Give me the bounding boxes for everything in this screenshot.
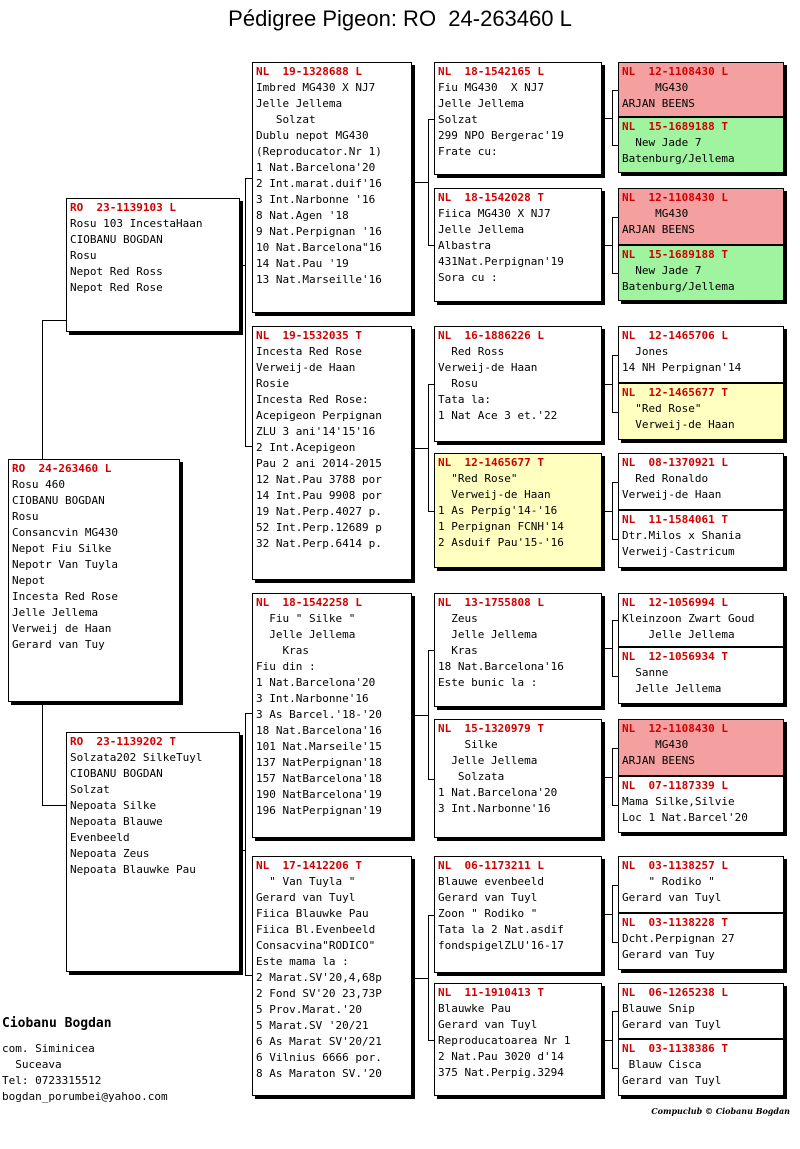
pigeon-info-line: MG430: [622, 207, 689, 220]
ring-number: NL 15-1689188 T: [622, 248, 728, 261]
ring-number: NL 12-1108430 L: [622, 65, 728, 78]
page-title: Pédigree Pigeon: RO 24-263460 L: [228, 6, 572, 31]
ring-number: RO 23-1139202 T: [70, 735, 176, 748]
pigeon-info-line: 32 Nat.Perp.6414 p.: [256, 537, 382, 550]
pigeon-info-line: 137 NatPerpignan'18: [256, 756, 382, 769]
pigeon-info-line: Nepot Red Ross: [70, 265, 163, 278]
pigeon-info-line: Verweij-de Haan: [622, 488, 722, 501]
connector-line: [602, 777, 612, 778]
ring-number: NL 17-1412206 T: [256, 859, 362, 872]
pigeon-info-line: Pau 2 ani 2014-2015: [256, 457, 382, 470]
great-grandparent-card: [434, 719, 602, 838]
pigeon-info-line: Rosu 103 IncestaHaan: [70, 217, 203, 230]
pigeon-info-line: Tata la:: [438, 393, 491, 406]
pigeon-info-line: Incesta Red Rose: [256, 345, 362, 358]
pigeon-info-line: 12 Nat.Pau 3788 por: [256, 473, 382, 486]
pigeon-info-line: Fiica Blauwke Pau: [256, 907, 369, 920]
pigeon-info-line: (Reproducator.Nr 1): [256, 145, 382, 158]
pigeon-info-line: Dublu nepot MG430: [256, 129, 369, 142]
pigeon-info-line: Reproducatoarea Nr 1: [438, 1034, 571, 1047]
dam-card: [66, 732, 240, 972]
pigeon-info-line: Jelle Jellema: [256, 97, 343, 110]
connector-line: [240, 265, 245, 266]
ancestor-card: [618, 383, 784, 440]
pigeon-info-line: 2 Marat.SV'20,4,68p: [256, 971, 382, 984]
pigeon-info-line: 196 NatPerpignan'19: [256, 804, 382, 817]
ancestor-card: [618, 1039, 784, 1096]
pigeon-info-line: New Jade 7: [622, 136, 702, 149]
grandparent-card: [252, 62, 412, 313]
pigeon-info-line: 14 NH Perpignan'14: [622, 361, 742, 374]
pigeon-info-line: Kleinzoon Zwart Goud: [622, 612, 755, 625]
connector-line: [245, 975, 252, 976]
connector-line: [612, 90, 613, 145]
pigeon-info-line: 375 Nat.Perpig.3294: [438, 1066, 564, 1079]
pigeon-info-line: 3 Int.Narbonne'16: [256, 692, 369, 705]
pigeon-info-line: 3 As Barcel.'18-'20: [256, 708, 382, 721]
pigeon-info-line: Zoon " Rodiko ": [438, 907, 538, 920]
pigeon-info-line: " Rodiko ": [622, 875, 715, 888]
pigeon-info-line: Solzat: [256, 113, 316, 126]
pigeon-info-line: Batenburg/Jellema: [622, 152, 735, 165]
owner-phone: Tel: 0723315512: [2, 1074, 102, 1087]
pigeon-info-line: Sanne: [622, 666, 669, 679]
ring-number: NL 19-1532035 T: [256, 329, 362, 342]
pigeon-info-line: CIOBANU BOGDAN: [12, 494, 105, 507]
ring-number: NL 03-1138386 T: [622, 1042, 728, 1055]
pigeon-info-line: Nepot Red Rose: [70, 281, 163, 294]
ring-number: NL 18-1542165 L: [438, 65, 544, 78]
ring-number: NL 12-1465677 T: [622, 386, 728, 399]
connector-line: [612, 355, 613, 412]
pigeon-info-line: 10 Nat.Barcelona"16: [256, 241, 382, 254]
pigeon-info-line: 1 Nat Ace 3 et.'22: [438, 409, 558, 422]
pigeon-info-line: Dtr.Milos x Shania: [622, 529, 742, 542]
pigeon-info-line: Loc 1 Nat.Barcel'20: [622, 811, 748, 824]
pigeon-info-line: Blauw Cisca: [622, 1058, 702, 1071]
pigeon-info-line: Verweij-de Haan: [256, 361, 356, 374]
great-grandparent-card: [434, 62, 602, 175]
pigeon-info-line: Fiu din :: [256, 660, 316, 673]
pigeon-info-line: Este mama la :: [256, 955, 349, 968]
pigeon-info-line: Consacvina"RODICO": [256, 939, 376, 952]
pigeon-info-line: CIOBANU BOGDAN: [70, 767, 163, 780]
owner-name: Ciobanu Bogdan: [2, 1016, 112, 1031]
pigeon-info-line: 5 Marat.SV '20/21: [256, 1019, 369, 1032]
great-grandparent-card: [434, 326, 602, 442]
grandparent-card: [252, 856, 412, 1096]
ancestor-card: [618, 593, 784, 647]
pigeon-info-line: 14 Nat.Pau '19: [256, 257, 349, 270]
pigeon-info-line: 1 As Perpig'14-'16: [438, 504, 558, 517]
pigeon-info-line: 2 Fond SV'20 23,73P: [256, 987, 382, 1000]
pigeon-info-line: Verweij-de Haan: [438, 361, 538, 374]
pigeon-info-line: 431Nat.Perpignan'19: [438, 255, 564, 268]
connector-line: [42, 320, 66, 321]
pigeon-info-line: Jelle Jellema: [438, 754, 538, 767]
connector-line: [602, 648, 612, 649]
pigeon-info-line: 2 Nat.Pau 3020 d'14: [438, 1050, 564, 1063]
pigeon-info-line: Tata la 2 Nat.asdif: [438, 923, 564, 936]
owner-address-line: Suceava: [2, 1058, 62, 1071]
pigeon-info-line: Dcht.Perpignan 27: [622, 932, 735, 945]
pigeon-info-line: 101 Nat.Marseile'15: [256, 740, 382, 753]
pigeon-info-line: Verweij-Castricum: [622, 545, 735, 558]
pigeon-info-line: Sora cu :: [438, 271, 498, 284]
pigeon-info-line: Jelle Jellema: [438, 97, 525, 110]
pigeon-info-line: CIOBANU BOGDAN: [70, 233, 163, 246]
ancestor-card: [618, 983, 784, 1039]
pigeon-info-line: Consancvin MG430: [12, 526, 118, 539]
pigeon-info-line: 18 Nat.Barcelona'16: [438, 660, 564, 673]
ring-number: NL 12-1108430 L: [622, 722, 728, 735]
connector-line: [612, 1011, 613, 1068]
pigeon-info-line: Rosu 460: [12, 478, 65, 491]
pigeon-info-line: ZLU 3 ani'14'15'16: [256, 425, 376, 438]
ring-number: NL 06-1265238 L: [622, 986, 728, 999]
connector-line: [602, 914, 612, 915]
pigeon-info-line: New Jade 7: [622, 264, 702, 277]
ring-number: NL 11-1910413 T: [438, 986, 544, 999]
connector-line: [428, 915, 429, 1040]
connector-line: [612, 217, 613, 273]
pigeon-info-line: Mama Silke,Silvie: [622, 795, 735, 808]
ring-number: RO 24-263460 L: [12, 462, 112, 475]
owner-address-line: com. Siminicea: [2, 1042, 95, 1055]
ancestor-card: [618, 647, 784, 704]
pigeon-info-line: Nepoata Blauwke Pau: [70, 863, 196, 876]
connector-line: [245, 178, 252, 179]
grandparent-card: [252, 593, 412, 838]
pigeon-info-line: 8 Nat.Agen '18: [256, 209, 349, 222]
pigeon-info-line: Solzat: [438, 113, 478, 126]
ancestor-card: [618, 913, 784, 970]
pigeon-info-line: Kras: [438, 644, 478, 657]
ring-number: NL 13-1755808 L: [438, 596, 544, 609]
pigeon-info-line: Fiu " Silke ": [256, 612, 356, 625]
ancestor-card: [618, 776, 784, 833]
pigeon-info-line: Este bunic la :: [438, 676, 538, 689]
pigeon-info-line: Gerard van Tuyl: [438, 1018, 538, 1031]
ring-number: NL 16-1886226 L: [438, 329, 544, 342]
ring-number: NL 03-1138228 T: [622, 916, 728, 929]
pigeon-info-line: 2 Int.Acepigeon: [256, 441, 356, 454]
pigeon-info-line: Nepoata Silke: [70, 799, 157, 812]
pigeon-info-line: MG430: [622, 738, 689, 751]
connector-line: [428, 384, 429, 511]
connector-line: [245, 446, 252, 447]
connector-line: [612, 748, 613, 805]
pigeon-info-line: 5 Prov.Marat.'20: [256, 1003, 362, 1016]
connector-line: [412, 448, 428, 449]
great-grandparent-card: [434, 983, 602, 1096]
connector-line: [42, 320, 43, 459]
connector-line: [602, 384, 612, 385]
connector-line: [412, 978, 428, 979]
pigeon-info-line: 157 NatBarcelona'18: [256, 772, 382, 785]
ancestor-card: [618, 188, 784, 245]
ancestor-card: [618, 62, 784, 117]
ring-number: NL 03-1138257 L: [622, 859, 728, 872]
pigeon-info-line: Blauwke Pau: [438, 1002, 511, 1015]
pigeon-info-line: Nepot: [12, 574, 46, 587]
pigeon-info-line: Gerard van Tuyl: [438, 891, 538, 904]
connector-line: [602, 511, 612, 512]
pigeon-info-line: ARJAN BEENS: [622, 223, 695, 236]
connector-line: [602, 1040, 612, 1041]
pigeon-info-line: Jelle Jellema: [256, 628, 356, 641]
pigeon-info-line: Jelle Jellema: [438, 628, 538, 641]
pigeon-info-line: 1 Nat.Barcelona'20: [256, 676, 376, 689]
pigeon-info-line: Zeus: [438, 612, 478, 625]
pigeon-info-line: Solzata202 SilkeTuyl: [70, 751, 203, 764]
ring-number: NL 08-1370921 L: [622, 456, 728, 469]
pigeon-info-line: Gerard van Tuyl: [256, 891, 356, 904]
great-grandparent-card: [434, 188, 602, 302]
pigeon-info-line: Gerard van Tuy: [12, 638, 105, 651]
connector-line: [602, 118, 612, 119]
pigeon-info-line: Incesta Red Rose: [12, 590, 118, 603]
pigeon-info-line: Rosu: [70, 249, 97, 262]
connector-line: [602, 245, 612, 246]
ring-number: NL 12-1465677 T: [438, 456, 544, 469]
sire-card: [66, 198, 240, 332]
pigeon-info-line: Verweij-de Haan: [622, 418, 735, 431]
pigeon-info-line: Batenburg/Jellema: [622, 280, 735, 293]
pigeon-info-line: Rosu: [12, 510, 39, 523]
pigeon-info-line: Blauwe evenbeeld: [438, 875, 544, 888]
pigeon-info-line: Jelle Jellema: [622, 628, 735, 641]
pigeon-info-line: 190 NatBarcelona'19: [256, 788, 382, 801]
ring-number: NL 06-1173211 L: [438, 859, 544, 872]
ring-number: NL 12-1108430 L: [622, 191, 728, 204]
pigeon-info-line: 19 Nat.Perp.4027 p.: [256, 505, 382, 518]
pigeon-info-line: Albastra: [438, 239, 491, 252]
grandparent-card: [252, 326, 412, 580]
pigeon-info-line: 1 Nat.Barcelona'20: [438, 786, 558, 799]
pigeon-info-line: Silke: [438, 738, 498, 751]
connector-line: [245, 178, 246, 446]
pigeon-info-line: Rosie: [256, 377, 290, 390]
great-grandparent-card: [434, 593, 602, 707]
pigeon-info-line: fondspigelZLU'16-17: [438, 939, 564, 952]
pigeon-info-line: 8 As Maraton SV.'20: [256, 1067, 382, 1080]
pigeon-info-line: 1 Perpignan FCNH'14: [438, 520, 564, 533]
pigeon-info-line: Solzata: [438, 770, 505, 783]
pigeon-info-line: Gerard van Tuyl: [622, 1074, 722, 1087]
ring-number: NL 15-1689188 T: [622, 120, 728, 133]
pigeon-info-line: Nepoata Blauwe: [70, 815, 163, 828]
pigeon-info-line: "Red Rose": [622, 402, 702, 415]
connector-line: [412, 182, 428, 183]
ring-number: NL 18-1542028 T: [438, 191, 544, 204]
subject-pigeon-card: [8, 459, 180, 702]
pigeon-info-line: 299 NPO Bergerac'19: [438, 129, 564, 142]
pigeon-info-line: Frate cu:: [438, 145, 498, 158]
pigeon-info-line: Verweij-de Haan: [438, 488, 551, 501]
pigeon-info-line: 6 As Marat SV'20/21: [256, 1035, 382, 1048]
pigeon-info-line: Acepigeon Perpignan: [256, 409, 382, 422]
pigeon-info-line: Jelle Jellema: [438, 223, 525, 236]
great-grandparent-card: [434, 856, 602, 973]
ancestor-card: [618, 510, 784, 568]
ring-number: NL 18-1542258 L: [256, 596, 362, 609]
ring-number: NL 12-1465706 L: [622, 329, 728, 342]
pigeon-info-line: Evenbeeld: [70, 831, 130, 844]
pigeon-info-line: 14 Int.Pau 9908 por: [256, 489, 382, 502]
connector-line: [42, 805, 66, 806]
pigeon-info-line: MG430: [622, 81, 689, 94]
pigeon-info-line: 1 Nat.Barcelona'20: [256, 161, 376, 174]
pigeon-info-line: Gerard van Tuyl: [622, 891, 722, 904]
ring-number: NL 11-1584061 T: [622, 513, 728, 526]
ring-number: NL 12-1056994 L: [622, 596, 728, 609]
pigeon-info-line: Red Ronaldo: [622, 472, 709, 485]
pigeon-info-line: 3 Int.Narbonne'16: [438, 802, 551, 815]
connector-line: [240, 850, 245, 851]
pigeon-info-line: 2 Asduif Pau'15-'16: [438, 536, 564, 549]
pigeon-info-line: 9 Nat.Perpignan '16: [256, 225, 382, 238]
ancestor-card: [618, 453, 784, 510]
connector-line: [612, 482, 613, 539]
pigeon-info-line: Red Ross: [438, 345, 505, 358]
ring-number: NL 15-1320979 T: [438, 722, 544, 735]
pigeon-info-line: 3 Int.Narbonne '16: [256, 193, 376, 206]
ring-number: RO 23-1139103 L: [70, 201, 176, 214]
footer-credit: Compuclub © Ciobanu Bogdan: [651, 1106, 790, 1116]
pigeon-info-line: Jones: [622, 345, 669, 358]
ring-number: NL 19-1328688 L: [256, 65, 362, 78]
pigeon-info-line: 52 Int.Perp.12689 p: [256, 521, 382, 534]
pigeon-info-line: " Van Tuyla ": [256, 875, 356, 888]
ancestor-card: [618, 856, 784, 913]
pigeon-info-line: Kras: [256, 644, 309, 657]
connector-line: [428, 650, 429, 779]
pigeon-info-line: "Red Rose": [438, 472, 518, 485]
ancestor-card: [618, 117, 784, 173]
pigeon-info-line: Solzat: [70, 783, 110, 796]
pigeon-info-line: Gerard van Tuy: [622, 948, 715, 961]
pigeon-info-line: Fiu MG430 X NJ7: [438, 81, 544, 94]
connector-line: [612, 620, 613, 676]
pigeon-info-line: Blauwe Snip: [622, 1002, 695, 1015]
pigeon-info-line: Incesta Red Rose:: [256, 393, 369, 406]
pigeon-info-line: Nepot Fiu Silke: [12, 542, 112, 555]
ring-number: NL 12-1056934 T: [622, 650, 728, 663]
ancestor-card: [618, 245, 784, 301]
ancestor-card: [618, 719, 784, 776]
great-grandparent-card: [434, 453, 602, 568]
pigeon-info-line: Gerard van Tuyl: [622, 1018, 722, 1031]
connector-line: [245, 713, 246, 975]
ring-number: NL 07-1187339 L: [622, 779, 728, 792]
pigeon-info-line: Imbred MG430 X NJ7: [256, 81, 376, 94]
pigeon-info-line: 18 Nat.Barcelona'16: [256, 724, 382, 737]
connector-line: [612, 885, 613, 942]
pigeon-info-line: Fiica MG430 X NJ7: [438, 207, 551, 220]
pigeon-info-line: Verweij de Haan: [12, 622, 112, 635]
pigeon-info-line: 2 Int.marat.duif'16: [256, 177, 382, 190]
pigeon-info-line: Jelle Jellema: [622, 682, 722, 695]
pigeon-info-line: Rosu: [438, 377, 478, 390]
connector-line: [428, 119, 429, 245]
connector-line: [245, 713, 252, 714]
pigeon-info-line: 13 Nat.Marseille'16: [256, 273, 382, 286]
connector-line: [412, 715, 428, 716]
pigeon-info-line: Fiica Bl.Evenbeeld: [256, 923, 376, 936]
ancestor-card: [618, 326, 784, 383]
pigeon-info-line: Nepoata Zeus: [70, 847, 150, 860]
pigeon-info-line: Jelle Jellema: [12, 606, 99, 619]
owner-email: bogdan_porumbei@yahoo.com: [2, 1090, 168, 1103]
pigeon-info-line: ARJAN BEENS: [622, 754, 695, 767]
connector-line: [42, 702, 43, 805]
pigeon-info-line: ARJAN BEENS: [622, 97, 695, 110]
pigeon-info-line: Nepotr Van Tuyla: [12, 558, 118, 571]
pigeon-info-line: 6 Vilnius 6666 por.: [256, 1051, 382, 1064]
